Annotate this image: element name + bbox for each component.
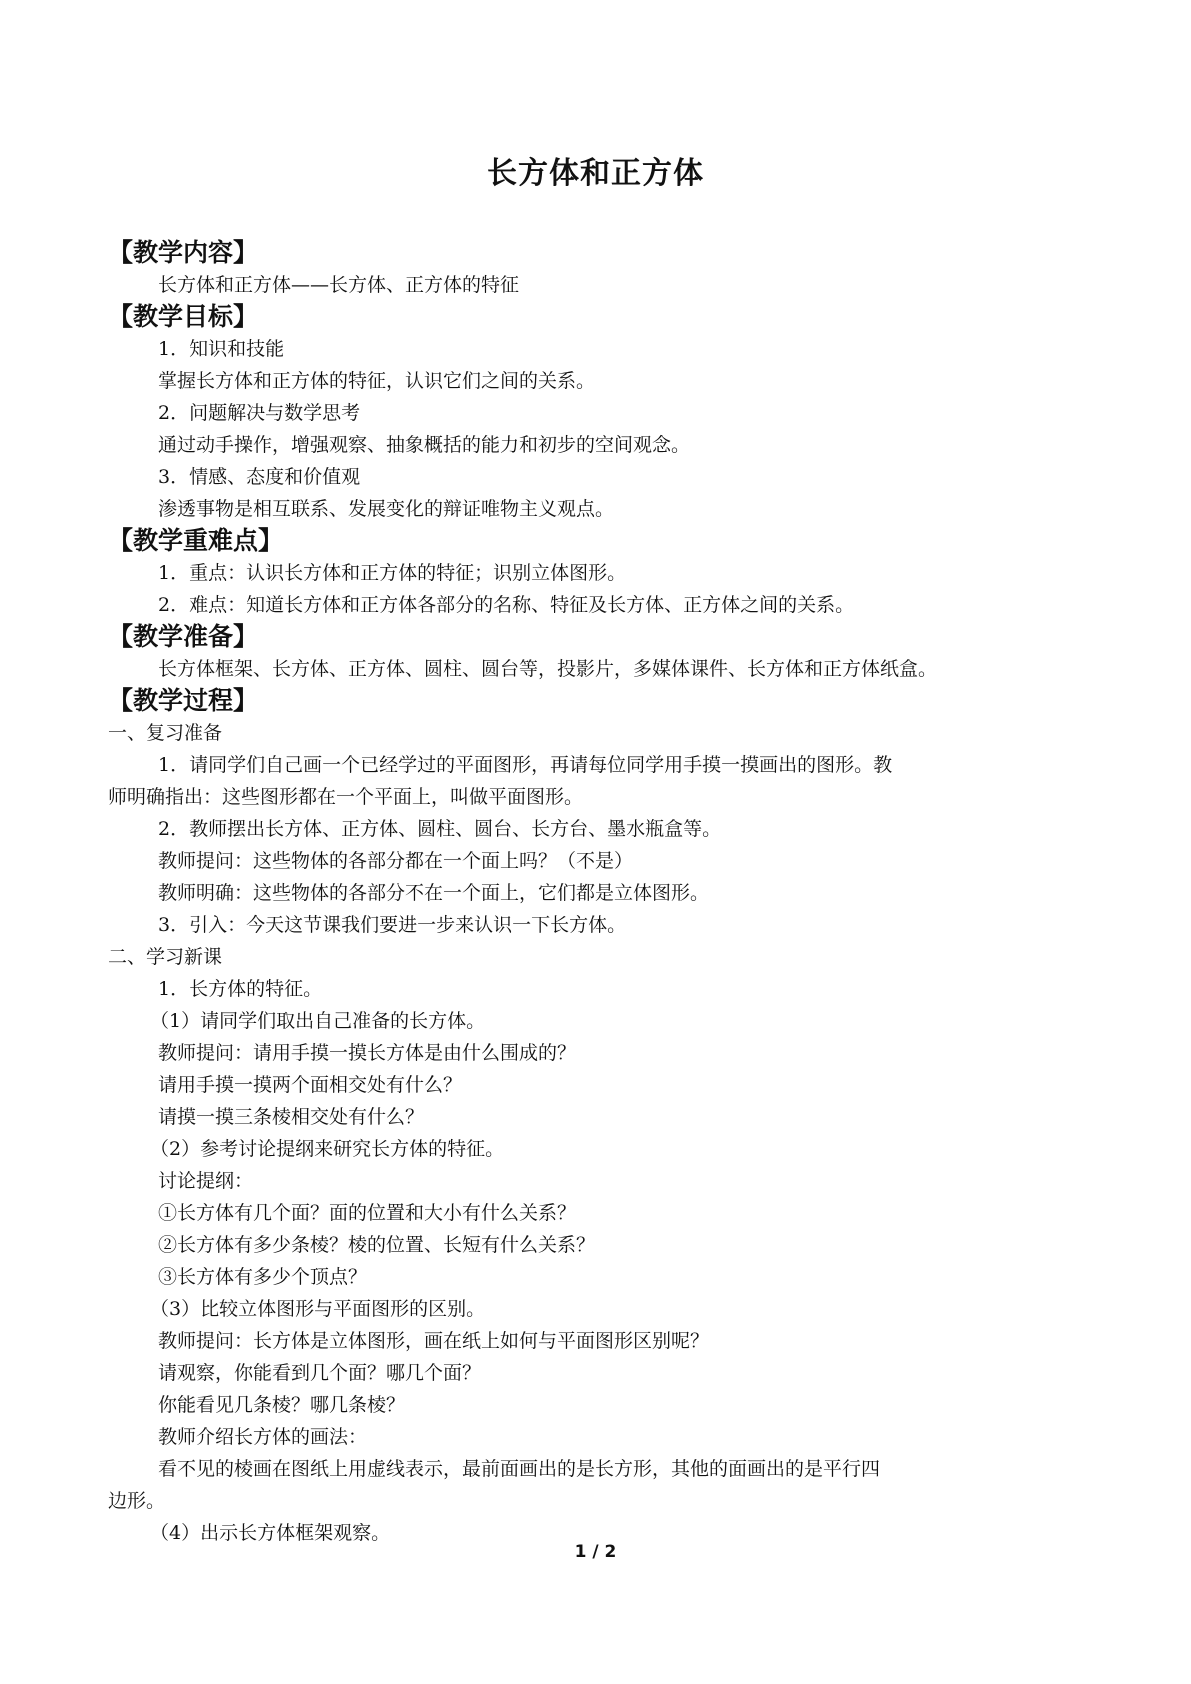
paragraph-line: 教师提问：请用手摸一摸长方体是由什么围成的？ [158, 1042, 577, 1064]
paragraph-line: （2）参考讨论提纲来研究长方体的特征。 [150, 1138, 505, 1160]
paragraph-line: 掌握长方体和正方体的特征，认识它们之间的关系。 [158, 370, 596, 392]
section-heading: 【教学准备】 [108, 622, 259, 651]
paragraph-line: （1）请同学们取出自己准备的长方体。 [150, 1010, 486, 1032]
paragraph-line: 2．问题解决与数学思考 [158, 402, 361, 424]
paragraph-line: 师明确指出：这些图形都在一个平面上，叫做平面图形。 [108, 786, 584, 808]
paragraph-line: （4）出示长方体框架观察。 [150, 1522, 391, 1544]
paragraph-line: 教师明确：这些物体的各部分不在一个面上，它们都是立体图形。 [158, 882, 710, 904]
paragraph-line: 1．知识和技能 [158, 338, 285, 360]
paragraph-line: 请摸一摸三条棱相交处有什么？ [158, 1106, 425, 1128]
paragraph-line: 2．难点：知道长方体和正方体各部分的名称、特征及长方体、正方体之间的关系。 [158, 594, 855, 616]
paragraph-line: 讨论提纲： [158, 1170, 254, 1192]
paragraph-line: 3．引入：今天这节课我们要进一步来认识一下长方体。 [158, 914, 627, 936]
paragraph-line: （3）比较立体图形与平面图形的区别。 [150, 1298, 486, 1320]
paragraph-line: 边形。 [108, 1490, 166, 1512]
paragraph-line: 请观察，你能看到几个面？哪几个面？ [158, 1362, 482, 1384]
paragraph-line: ②长方体有多少条棱？棱的位置、长短有什么关系？ [158, 1234, 596, 1256]
paragraph-line: ③长方体有多少个顶点？ [158, 1266, 368, 1288]
paragraph-line: 1．长方体的特征。 [158, 978, 323, 1000]
paragraph-line: 通过动手操作，增强观察、抽象概括的能力和初步的空间观念。 [158, 434, 691, 456]
section-heading: 【教学目标】 [108, 302, 259, 331]
paragraph-line: 长方体和正方体——长方体、正方体的特征 [158, 274, 520, 296]
page-number: 1 / 2 [574, 1542, 617, 1562]
document-body [108, 237, 1098, 1549]
section-heading: 【教学过程】 [108, 686, 259, 715]
paragraph-line: 二、学习新课 [108, 946, 223, 968]
section-heading: 【教学内容】 [108, 238, 259, 267]
paragraph-line: 一、复习准备 [108, 722, 223, 744]
paragraph-line: 教师提问：这些物体的各部分都在一个面上吗？（不是） [158, 850, 634, 872]
paragraph-line: 渗透事物是相互联系、发展变化的辩证唯物主义观点。 [158, 498, 615, 520]
paragraph-line: 长方体框架、长方体、正方体、圆柱、圆台等，投影片，多媒体课件、长方体和正方体纸盒。 [158, 658, 938, 680]
paragraph-line: 看不见的棱画在图纸上用虚线表示，最前面画出的是长方形，其他的面画出的是平行四 [158, 1458, 881, 1480]
paragraph-line: 教师提问：长方体是立体图形，画在纸上如何与平面图形区别呢？ [158, 1330, 710, 1352]
paragraph-line: 你能看见几条棱？哪几条棱？ [158, 1394, 406, 1416]
document-title: 长方体和正方体 [487, 156, 704, 191]
paragraph-line: 教师介绍长方体的画法： [158, 1426, 368, 1448]
paragraph-line: ①长方体有几个面？面的位置和大小有什么关系？ [158, 1202, 577, 1224]
paragraph-line: 3．情感、态度和价值观 [158, 466, 361, 488]
paragraph-line: 1．重点：认识长方体和正方体的特征；识别立体图形。 [158, 562, 627, 584]
paragraph-line: 2．教师摆出长方体、正方体、圆柱、圆台、长方台、墨水瓶盒等。 [158, 818, 722, 840]
paragraph-line: 1．请同学们自己画一个已经学过的平面图形，再请每位同学用手摸一摸画出的图形。教 [158, 754, 893, 776]
section-heading: 【教学重难点】 [108, 526, 284, 555]
paragraph-line: 请用手摸一摸两个面相交处有什么？ [158, 1074, 463, 1096]
